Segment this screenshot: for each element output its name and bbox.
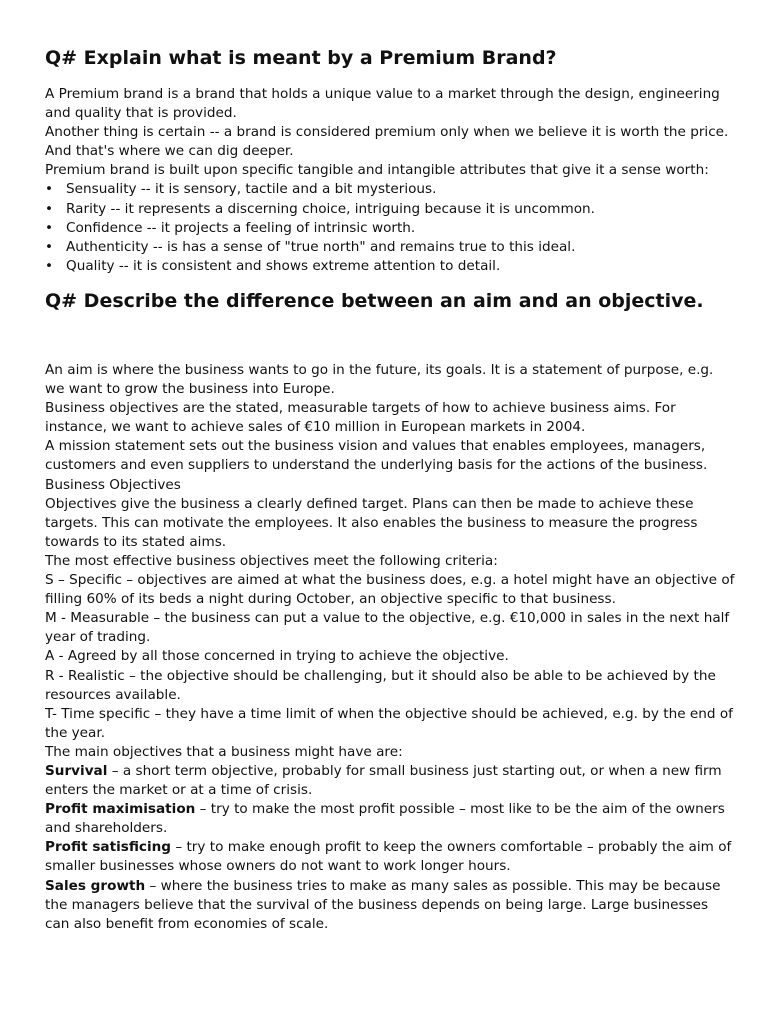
paragraph: Premium brand is built upon specific tangible and intangible attributes that give it a sense worth: (45, 162, 709, 179)
objective-survival (45, 762, 735, 800)
attribute-list (45, 180, 735, 275)
bullet: • (45, 257, 54, 274)
paragraph: An aim is where the business wants to go in the future, its goals. It is a statement of purpose, e.g. we want to grow the business into Europe. (45, 362, 714, 398)
list-item-text: Sensuality -- it is sensory, tactile and a bit mysterious. (66, 181, 437, 198)
list-item (45, 219, 735, 238)
objective-term: Profit maximisation (45, 801, 196, 818)
paragraph: Another thing is certain -- a brand is considered premium only when we believe it is worth the price. And that's where we can dig deeper. (45, 124, 729, 160)
objective-term: Survival (45, 762, 108, 779)
objective-term: Profit satisficing (45, 839, 172, 856)
paragraph: Business objectives are the stated, measurable targets of how to achieve business aims. For instance, we want to achieve sales of €10 million in European markets in 2004. (45, 400, 676, 436)
objective-profit-maximisation (45, 800, 735, 838)
list-item-text: Authenticity -- is has a sense of "true north" and remains true to this ideal. (66, 238, 576, 255)
objective-text: – try to make enough profit to keep the owners comfortable – probably the aim of smaller businesses whose owners do not want to work longer hours. (45, 839, 732, 875)
list-item (45, 180, 735, 199)
paragraph: A mission statement sets out the business vision and values that enables employees, managers, customers and even suppliers to understand the underlying basis for the actions of the business. (45, 438, 708, 474)
paragraph: Business Objectives (45, 476, 181, 493)
section-premium-brand (45, 85, 735, 276)
paragraph: R - Realistic – the objective should be challenging, but it should also be able to be achieved by the resources available. (45, 667, 716, 703)
paragraph: The most effective business objectives meet the following criteria: (45, 552, 498, 569)
objective-sales-growth (45, 877, 735, 934)
list-item (45, 257, 735, 276)
objective-text: – a short term objective, probably for small business just starting out, or when a new firm enters the market or at a time of crisis. (45, 762, 722, 799)
heading-aim-vs-objective: Q# Describe the difference between an aim and an objective. (45, 290, 704, 312)
bullet: • (45, 238, 54, 255)
bullet: • (45, 181, 54, 198)
paragraph: T- Time specific – they have a time limit of when the objective should be achieved, e.g. by the end of the year. (45, 705, 733, 741)
list-item (45, 200, 735, 219)
objective-term: Sales growth (45, 877, 146, 894)
objective-profit-satisficing (45, 838, 735, 876)
bullet: • (45, 200, 54, 217)
paragraph: Objectives give the business a clearly defined target. Plans can then be made to achieve these targets. This can motivate the employees. It also enables the business to measure the progress towards to its stated aims. (45, 495, 698, 550)
list-item (45, 238, 735, 257)
paragraph: A - Agreed by all those concerned in trying to achieve the objective. (45, 648, 509, 665)
bullet: • (45, 219, 54, 236)
objective-text: – where the business tries to make as many sales as possible. This may be because the managers believe that the survival of the business depends on being large. Large businesses can also benefit from economies of scale. (45, 877, 721, 932)
paragraph: A Premium brand is a brand that holds a unique value to a market through the design, engineering and quality that is provided. (45, 86, 720, 122)
paragraph: The main objectives that a business might have are: (45, 743, 403, 760)
paragraph: M - Measurable – the business can put a value to the objective, e.g. €10,000 in sales in the next half year of trading. (45, 610, 730, 646)
list-item-text: Confidence -- it projects a feeling of intrinsic worth. (66, 219, 416, 236)
section-aim-objective (45, 361, 735, 934)
list-item-text: Quality -- it is consistent and shows extreme attention to detail. (66, 257, 501, 274)
paragraph: S – Specific – objectives are aimed at what the business does, e.g. a hotel might have an objective of filling 60% of its beds a night during October, an objective specific to that business. (45, 572, 735, 608)
heading-premium-brand: Q# Explain what is meant by a Premium Brand? (45, 47, 557, 69)
list-item-text: Rarity -- it represents a discerning choice, intriguing because it is uncommon. (66, 200, 595, 217)
objective-text: – try to make the most profit possible – most like to be the aim of the owners and shareholders. (45, 801, 725, 837)
